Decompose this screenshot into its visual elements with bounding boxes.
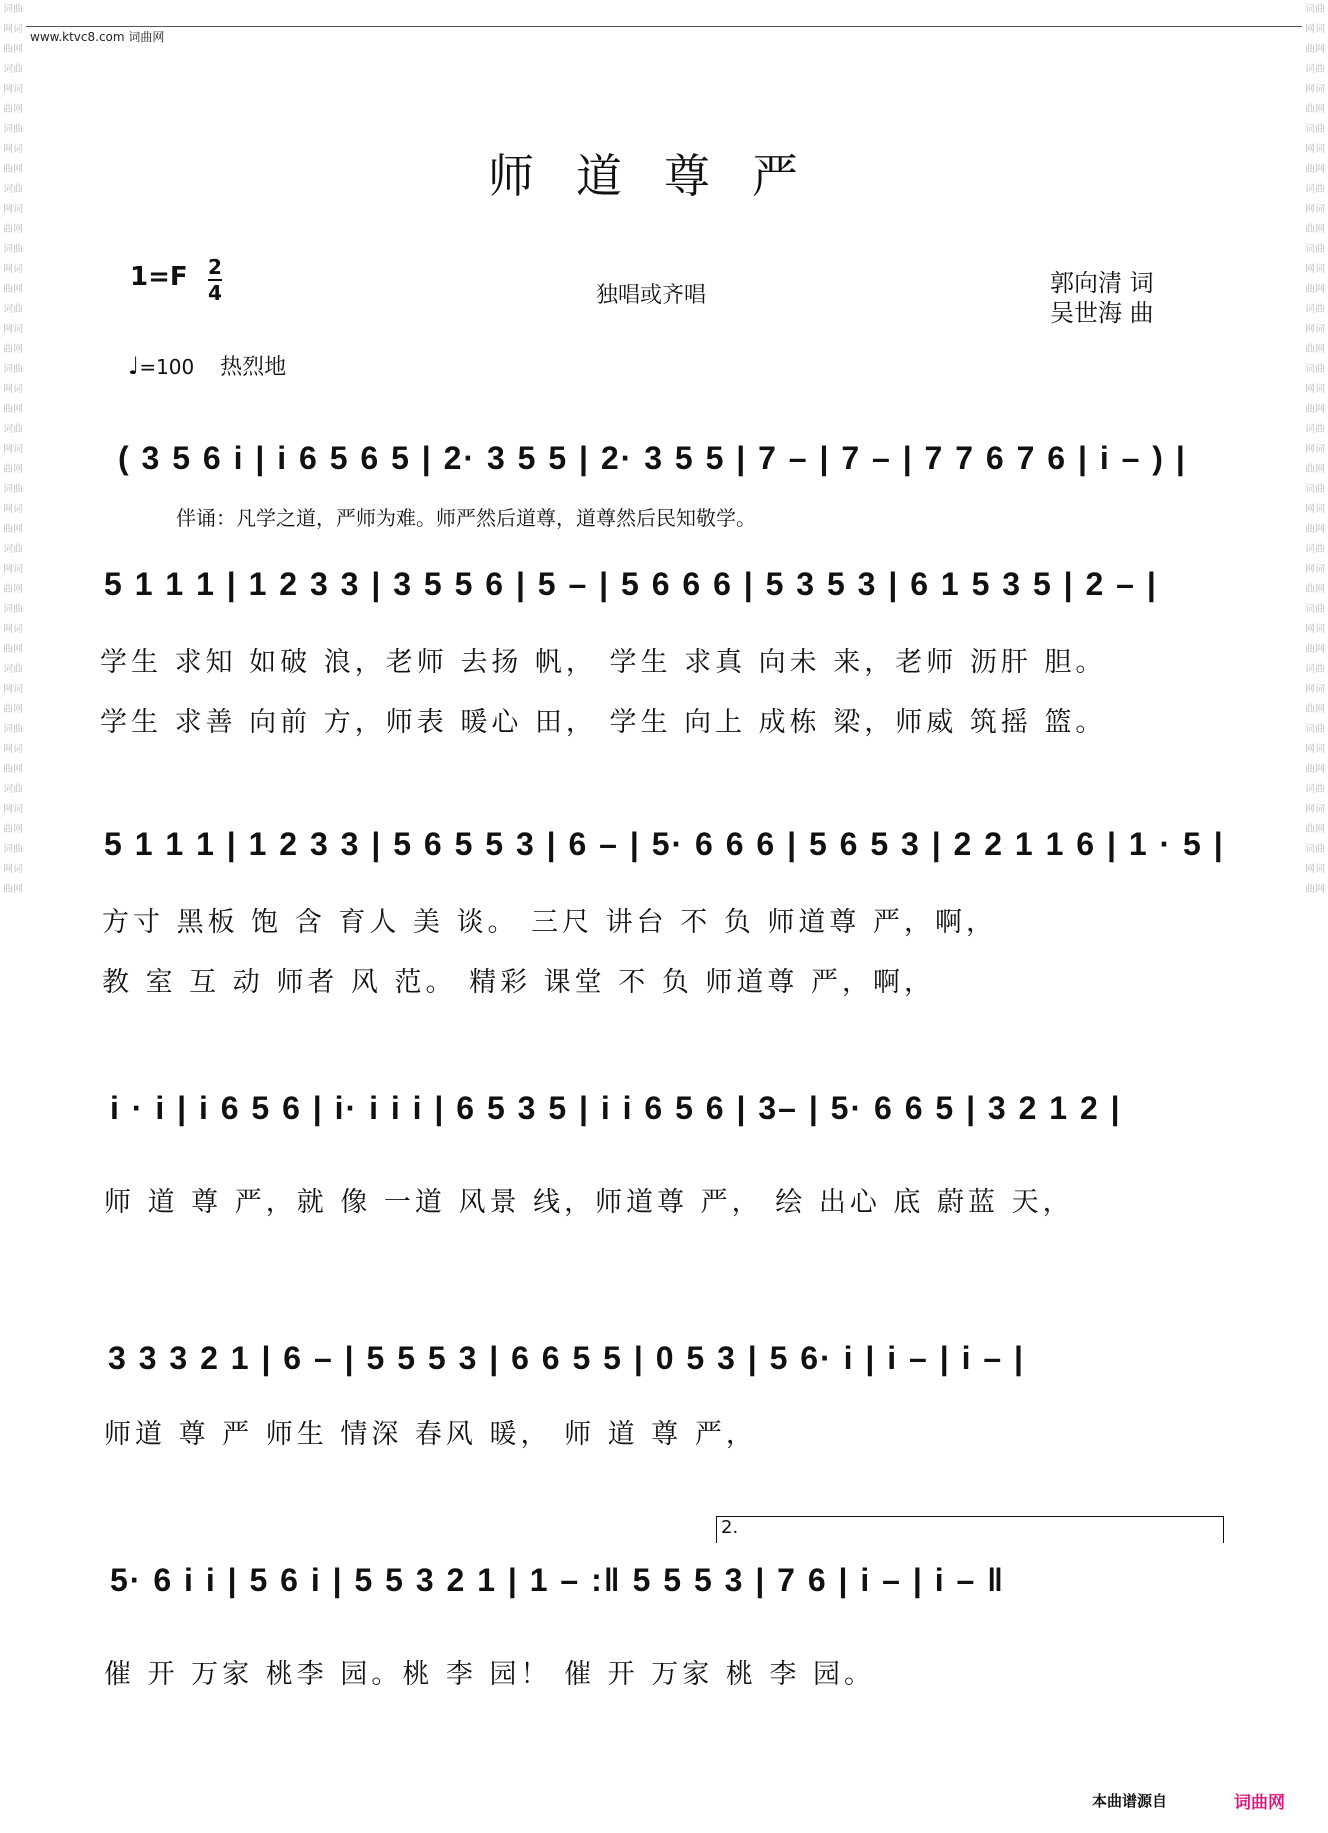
system-5-lyrics: 师道 尊 严 师生 情深 春风 暖， 师 道 尊 严，	[104, 1419, 757, 1450]
tempo-marking	[128, 350, 286, 381]
footer-source-label: 本曲谱源自	[1092, 1792, 1168, 1810]
system-5-notes: 3 3 3 2 1 | 6 – | 5 5 5 3 | 6 6 5 5 | 0 5 3 | 5 6· i | i – | i – |	[108, 1340, 1025, 1376]
system-2-lyrics-verse-2: 学生 求善 向前 方，师表 暖心 田， 学生 向上 成栋 梁，师威 筑摇 篮。	[100, 707, 1107, 738]
credits	[1050, 268, 1154, 328]
system-2-notes: 5 1 1 1 | 1 2 3 3 | 3 5 5 6 | 5 – | 5 6 6 6 | 5 3 5 3 | 6 1 5 3 5 | 2 – |	[104, 566, 1158, 602]
composer-credit: 吴世海 曲	[1050, 299, 1154, 327]
key-signature: 1=F	[130, 262, 188, 292]
system-1-notes: ( 3 5 6 i | i 6 5 6 5 | 2· 3 5 5 | 2· 3 5 5 | 7 – | 7 – | 7 7 6 7 6 | i – ) |	[118, 440, 1187, 476]
lyricist-credit: 郭向清 词	[1050, 269, 1154, 297]
system-3-notes: 5 1 1 1 | 1 2 3 3 | 5 6 5 5 3 | 6 – | 5· 6 6 6 | 5 6 5 3 | 2 2 1 1 6 | 1 · 5 |	[104, 826, 1225, 862]
second-ending-label: 2.	[721, 1517, 739, 1538]
right-watermark-text: 词曲网词曲网词曲网词曲网词曲网词曲网词曲网词曲网词曲网词曲网词曲网词曲网词曲网词曲网词曲网词曲网词曲网词曲网词曲网词曲网词曲网词曲网词曲网词曲网词曲网词曲网词曲网词曲网词曲网词曲网	[1305, 4, 1325, 895]
left-watermark-text: 词曲网词曲网词曲网词曲网词曲网词曲网词曲网词曲网词曲网词曲网词曲网词曲网词曲网词曲网词曲网词曲网词曲网词曲网词曲网词曲网词曲网词曲网词曲网词曲网词曲网词曲网词曲网词曲网词曲网词曲网	[3, 4, 23, 895]
time-signature	[208, 256, 222, 304]
left-watermark-strip	[0, 0, 26, 1833]
header-rule	[26, 26, 1302, 27]
system-1-recitation: 伴诵：凡学之道，严师为难。师严然后道尊，道尊然后民知敬学。	[176, 506, 756, 530]
song-title: 师道尊严	[488, 149, 840, 203]
performance-mode: 独唱或齐唱	[596, 283, 707, 308]
system-6-notes: 5· 6 i i | 5 6 i | 5 5 3 2 1 | 1 – :‖ 5 5 5 3 | 7 6 | i – | i – ‖	[110, 1562, 1006, 1598]
system-3-lyrics-verse-1: 方寸 黑板 饱 含 育人 美 谈。 三尺 讲台 不 负 师道尊 严，啊，	[102, 907, 997, 938]
system-4-notes: i · i | i 6 5 6 | i· i i i | 6 5 3 5 | i i 6 5 6 | 3– | 5· 6 6 5 | 3 2 1 2 |	[110, 1090, 1122, 1126]
second-ending-bracket	[716, 1516, 1224, 1543]
tempo-value: =100	[139, 355, 195, 379]
time-signature-top: 2	[208, 255, 222, 279]
right-watermark-strip	[1302, 0, 1328, 1833]
expression-mark: 热烈地	[220, 355, 287, 380]
system-4-lyrics: 师 道 尊 严，就 像 一道 风景 线，师道尊 严， 绘 出心 底 蔚蓝 天，	[104, 1187, 1074, 1218]
footer-brand-link[interactable]: 词曲网	[1234, 1793, 1285, 1813]
site-url[interactable]: www.ktvc8.com 词曲网	[30, 30, 165, 44]
system-6-lyrics: 催 开 万家 桃李 园。桃 李 园！ 催 开 万家 桃 李 园。	[104, 1659, 875, 1690]
quarter-note-icon: ♩	[128, 352, 140, 380]
time-signature-bottom: 4	[208, 281, 222, 305]
system-2-lyrics-verse-1: 学生 求知 如破 浪，老师 去扬 帆， 学生 求真 向未 来，老师 沥肝 胆。	[100, 647, 1107, 678]
system-3-lyrics-verse-2: 教 室 互 动 师者 风 范。 精彩 课堂 不 负 师道尊 严，啊，	[102, 967, 935, 998]
